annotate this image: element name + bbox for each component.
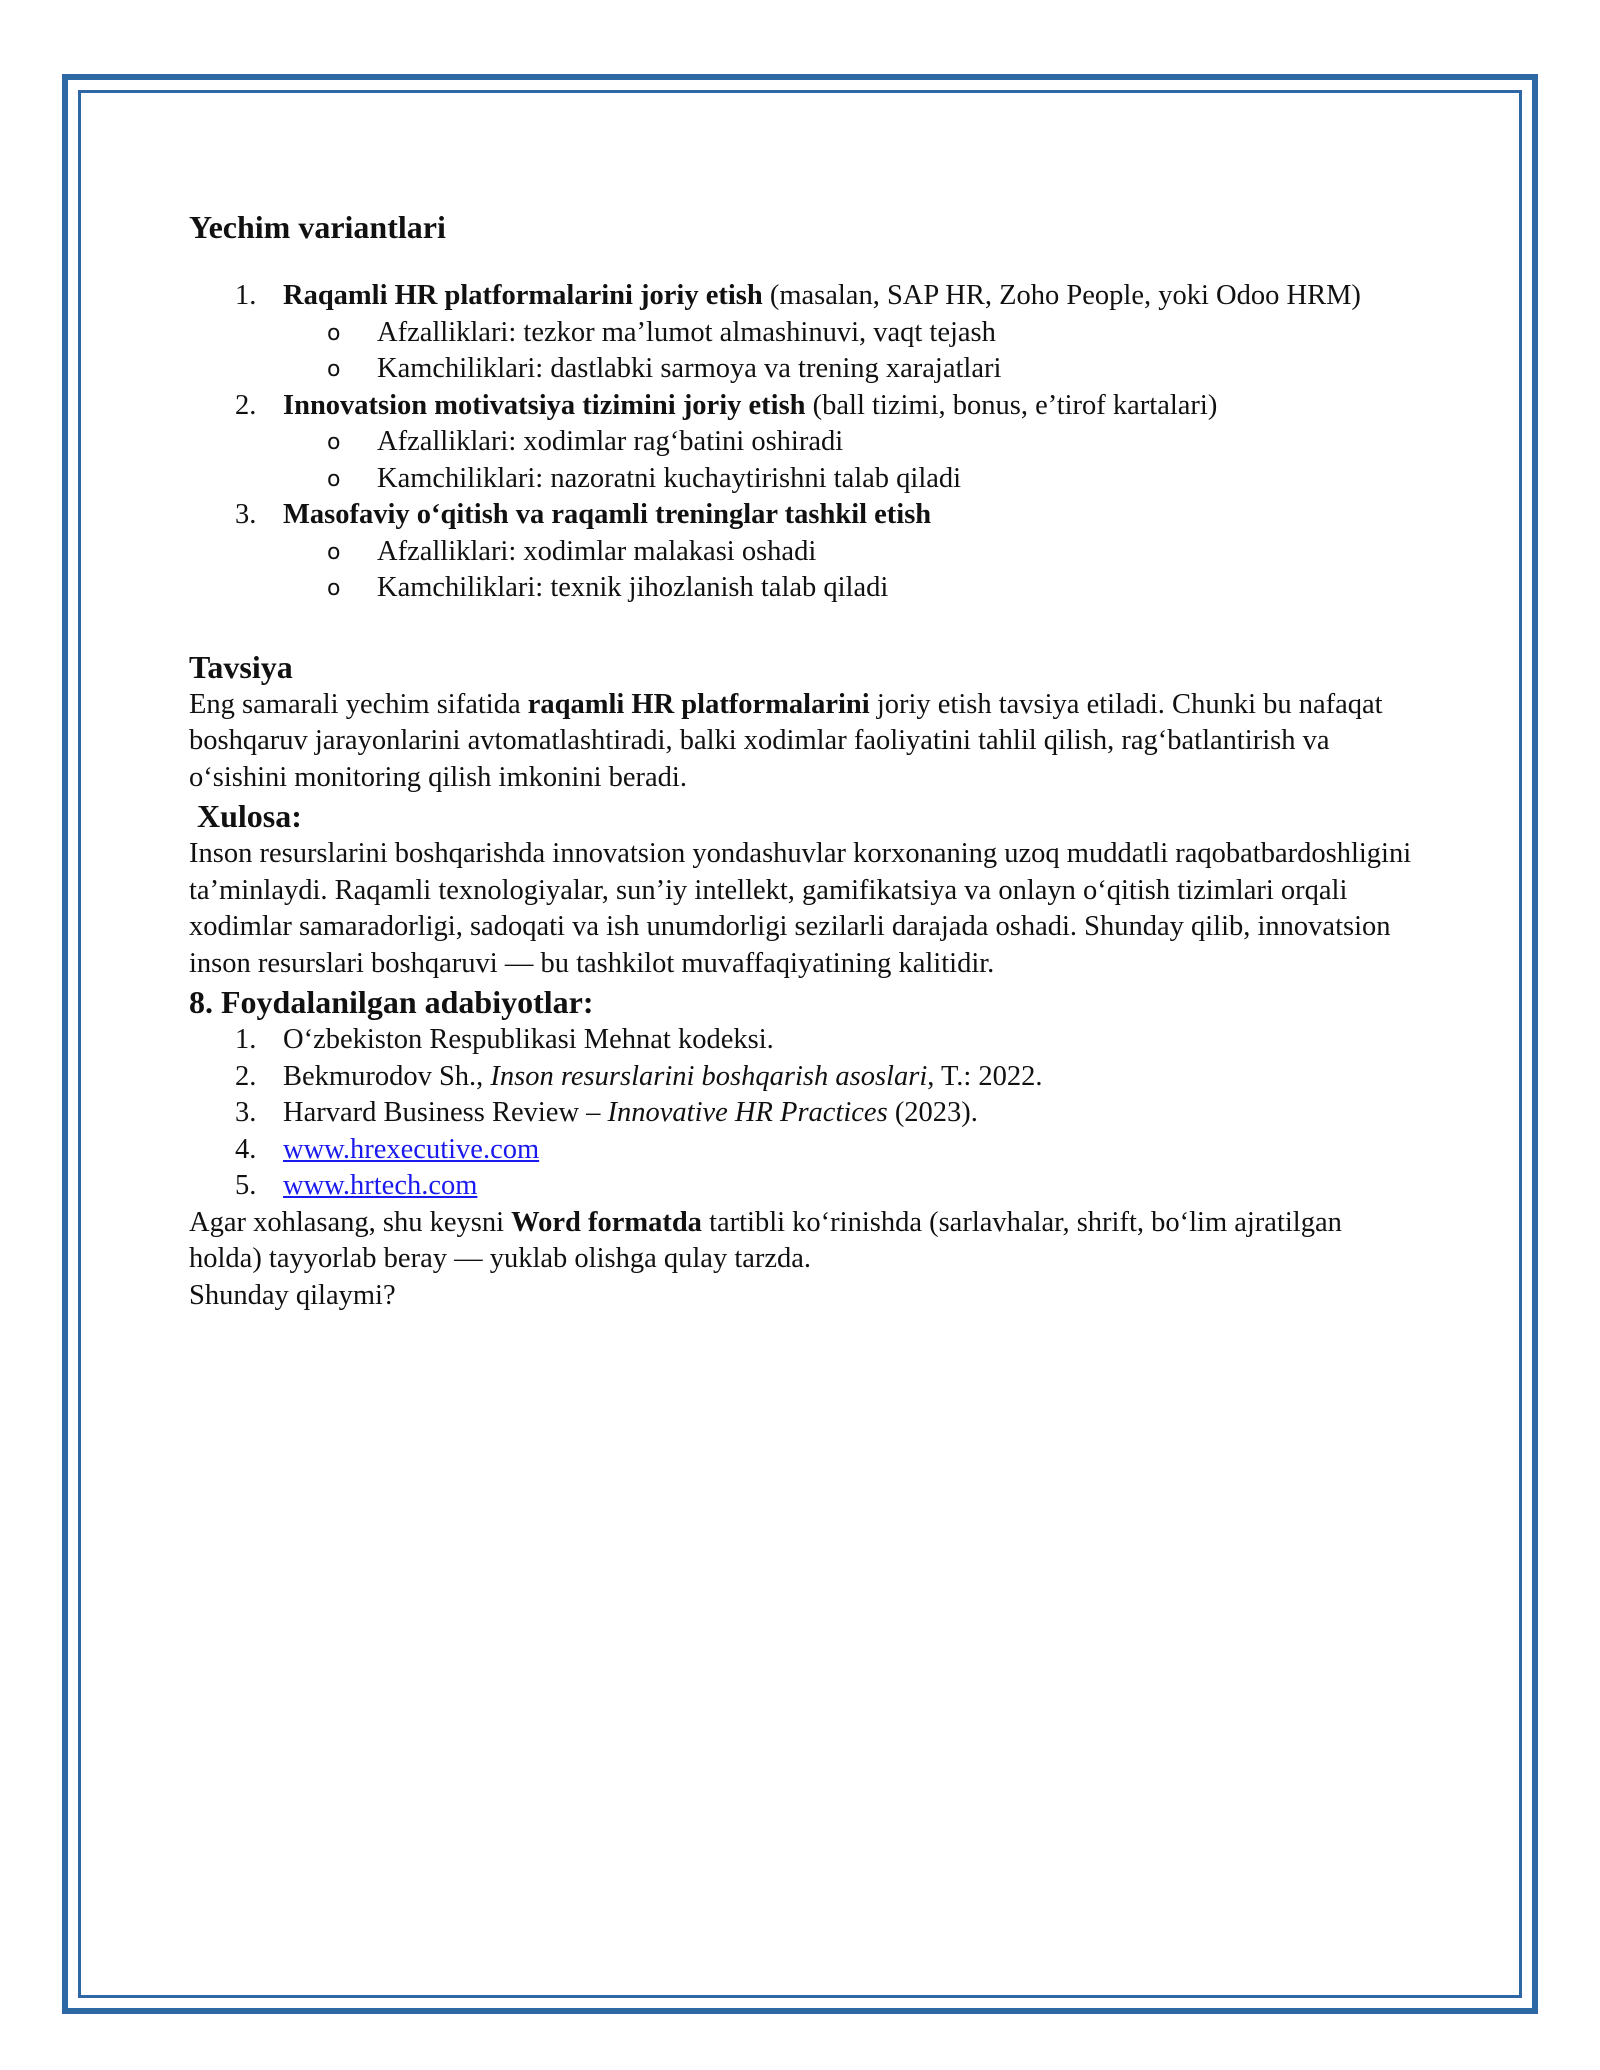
closing-paragraph: [189, 1205, 1419, 1278]
cons-text: Kamchiliklari: dastlabki sarmoya va trening xarajatlari: [377, 353, 1002, 384]
heading-xulosa: Xulosa:: [197, 798, 302, 834]
option-pros: [283, 534, 1419, 571]
tavsiya-bold: raqamli HR platformalarini: [527, 688, 870, 720]
option-title: Raqamli HR platformalarini joriy etish: [283, 280, 763, 311]
heading-tavsiya: Tavsiya: [189, 648, 293, 685]
reference-item: [189, 1059, 1419, 1096]
option-title: Masofaviy o‘qitish va raqamli treninglar tashkil etish: [283, 499, 932, 530]
option-detail: (masalan, SAP HR, Zoho People, yoki Odoo HRM): [762, 280, 1361, 311]
cons-text: Kamchiliklari: texnik jihozlanish talab qiladi: [377, 572, 889, 603]
closing-question: Shunday qilaymi?: [189, 1279, 396, 1311]
reference-link-hrtech[interactable]: www.hrtech.com: [283, 1170, 478, 1201]
pros-text: Afzalliklari: tezkor ma’lumot almashinuvi, vaqt tejash: [377, 316, 996, 348]
bullet-icon: o: [327, 357, 341, 382]
reference-item: [189, 1132, 1419, 1169]
xulosa-paragraph: Inson resurslarini boshqarishda innovatsion yondashuvlar korxonaning uzoq muddatli raqobatbardoshligini ta’minlaydi. Raqamli texnologiyalar, sun’iy intellekt, gamifikatsiya va onlayn o‘qitish tizimlari orqali xodimlar samaradorligi, sadoqati va ish unumdorligi sezilarli darajada oshadi. Shunday qilib, innovatsion inson resurslari boshqaruvi — bu tashkilot muvaffaqiyatining kalitidir.: [189, 838, 1412, 979]
option-number: 1.: [235, 280, 257, 311]
option-item: [189, 278, 1419, 388]
reference-item: [189, 1022, 1419, 1059]
option-sublist: [283, 534, 1419, 607]
option-pros: [283, 315, 1419, 352]
reference-number: 2.: [235, 1060, 257, 1092]
references-list: [189, 1022, 1419, 1205]
heading-yechim: Yechim variantlari: [189, 209, 446, 245]
tavsiya-paragraph: [189, 687, 1419, 797]
options-list: [189, 278, 1419, 607]
document-body: [189, 206, 1419, 1314]
bullet-icon: o: [327, 539, 341, 565]
option-detail: (ball tizimi, bonus, e’tirof kartalari): [805, 389, 1218, 421]
option-title: Innovatsion motivatsiya tizimini joriy etish: [283, 389, 806, 421]
pros-text: Afzalliklari: xodimlar rag‘batini oshiradi: [377, 426, 844, 457]
reference-author: Bekmurodov Sh.,: [283, 1060, 491, 1092]
closing-text-end: tartibli ko‘rinishda (sarlavhalar, shrift, bo‘lim ajratilgan holda) tayyorlab beray — yuklab olishga qulay tarzda.: [189, 1206, 1342, 1274]
bullet-icon: o: [327, 466, 341, 492]
bullet-icon: o: [327, 430, 341, 455]
closing-bold: Word formatda: [511, 1206, 702, 1238]
reference-year: (2023).: [887, 1097, 978, 1128]
option-sublist: [283, 424, 1419, 497]
option-item: [189, 497, 1419, 607]
bullet-icon: o: [327, 320, 341, 346]
reference-link-hrexecutive[interactable]: www.hrexecutive.com: [283, 1133, 540, 1165]
option-pros: [283, 424, 1419, 461]
tavsiya-text-end: joriy etish tavsiya etiladi. Chunki bu nafaqat boshqaruv jarayonlarini avtomatlashtiradi, balki xodimlar faoliyatini tahlil qilish, rag‘batlantirish va o‘sishini monitoring qilish imkonini beradi.: [189, 688, 1383, 793]
heading-references: 8. Foydalanilgan adabiyotlar:: [189, 984, 594, 1020]
reference-number: 4.: [235, 1133, 257, 1165]
closing-text-start: Agar xohlasang, shu keysni: [189, 1206, 512, 1238]
reference-number: 3.: [235, 1097, 257, 1128]
reference-title: Inson resurslarini boshqarish asoslari: [490, 1060, 928, 1092]
reference-number: 1.: [235, 1024, 257, 1055]
option-cons: [283, 461, 1419, 498]
reference-publisher: , T.: 2022.: [927, 1060, 1043, 1092]
bullet-icon: o: [327, 576, 341, 601]
reference-title: Innovative HR Practices: [607, 1097, 888, 1128]
pros-text: Afzalliklari: xodimlar malakasi oshadi: [377, 535, 817, 567]
reference-source: Harvard Business Review –: [283, 1097, 608, 1128]
reference-item: [189, 1095, 1419, 1132]
cons-text: Kamchiliklari: nazoratni kuchaytirishni talab qiladi: [377, 462, 962, 494]
reference-text: O‘zbekiston Respublikasi Mehnat kodeksi.: [283, 1024, 774, 1055]
tavsiya-text-start: Eng samarali yechim sifatida: [189, 688, 528, 720]
option-sublist: [283, 315, 1419, 388]
option-number: 3.: [235, 499, 257, 530]
reference-number: 5.: [235, 1170, 257, 1201]
option-number: 2.: [235, 389, 257, 421]
option-item: [189, 388, 1419, 498]
option-cons: [283, 351, 1419, 388]
option-cons: [283, 570, 1419, 607]
reference-item: [189, 1168, 1419, 1205]
